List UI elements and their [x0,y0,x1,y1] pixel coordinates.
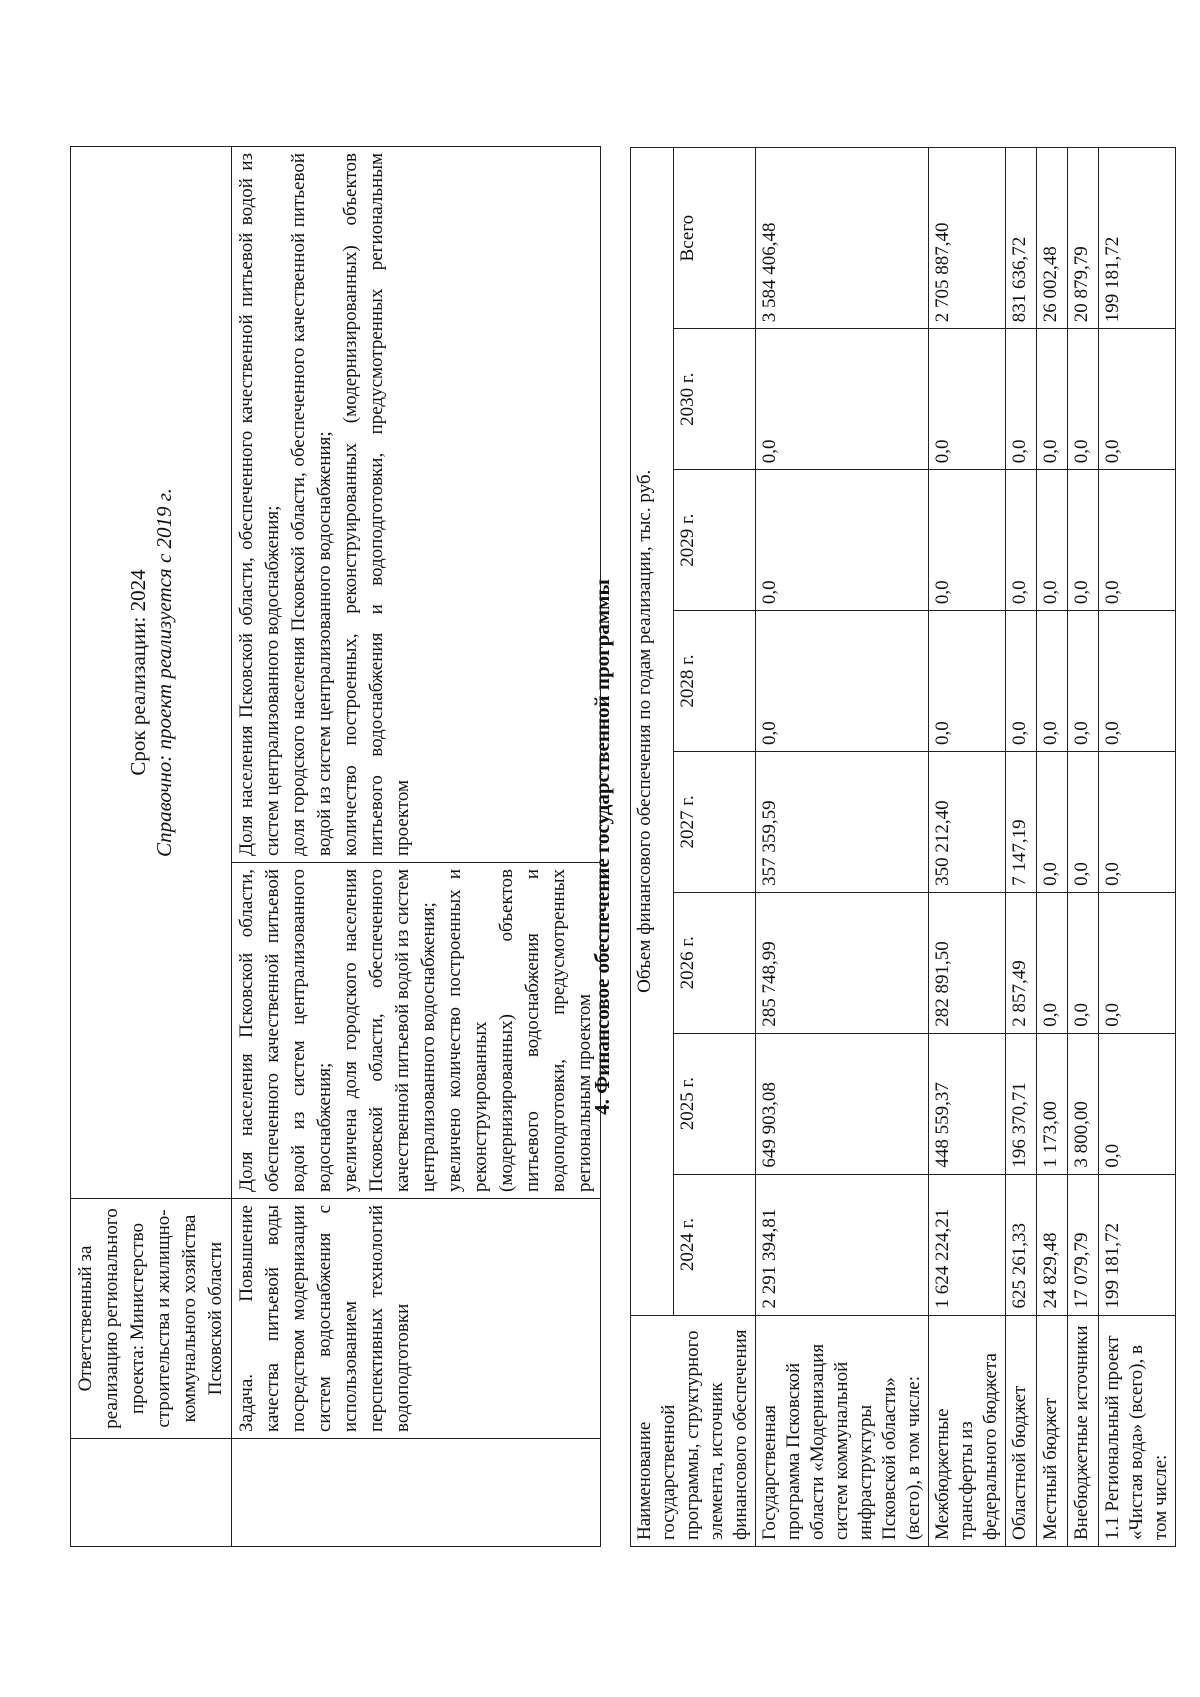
project-info-row-task [232,147,601,1547]
indicator-text: увеличено количество построенных и реконструированных (модернизированных) объектов питьевого водоснабжения и водоподготовки, предусмотренных региональным проектом [444,869,595,1192]
cell-value: 0,0 [756,470,929,611]
year-header-2029: 2029 г. [674,470,756,611]
cell-value: 0,0 [1099,751,1176,892]
cell-value: 0,0 [1037,892,1068,1033]
cell-value: 3 800,00 [1068,1033,1099,1174]
cell-value: 196 370,71 [1006,1033,1037,1174]
finance-table [630,147,1176,1547]
cell-value: 285 748,99 [756,892,929,1033]
task-text: Задача. Повышение качества питьевой воды посредством модернизации систем водоснабжения с использованием перспективных технологий водоподготовки [236,1205,413,1432]
cell-total: 831 636,72 [1006,148,1037,329]
cell-value: 357 359,59 [756,751,929,892]
cell-value: 282 891,50 [929,892,1006,1033]
total-header: Всего [674,148,756,329]
indicator-text: Доля населения Псковской области, обеспеченного качественной питьевой водой из систем централизованного водоснабжения; [236,153,283,856]
table-row [1006,148,1037,1547]
cell-value: 0,0 [929,470,1006,611]
cell-value: 448 559,37 [929,1033,1006,1174]
year-header-2024: 2024 г. [674,1174,756,1315]
table-row [1068,148,1099,1547]
cell-value: 199 181,72 [1099,1174,1176,1315]
cell-total: 3 584 406,48 [756,148,929,329]
row-name: Государственная программа Псковской области «Модернизация систем коммунальной инфраструктуры Псковской области» (всего), в том числе: [756,1315,929,1546]
cell-value: 7 147,19 [1006,751,1037,892]
cell-total: 26 002,48 [1037,148,1068,329]
cell-value: 0,0 [1099,611,1176,752]
table-row [756,148,929,1547]
cell-value: 17 079,79 [1068,1174,1099,1315]
year-header-2028: 2028 г. [674,611,756,752]
row-name: Областной бюджет [1006,1315,1037,1546]
empty-cell [232,1439,601,1547]
cell-value: 0,0 [1099,892,1176,1033]
cell-value: 350 212,40 [929,751,1006,892]
year-header-2026: 2026 г. [674,892,756,1033]
cell-value: 0,0 [1099,329,1176,470]
finance-header-row [631,148,674,1547]
cell-value: 0,0 [929,329,1006,470]
cell-value: 0,0 [1068,329,1099,470]
term-note: Справочно: проект реализуется с 2019 г. [152,488,176,857]
table-row [1099,148,1176,1547]
cell-value: 0,0 [1037,751,1068,892]
row-name: Местный бюджет [1037,1315,1068,1546]
cell-value: 0,0 [1068,751,1099,892]
indicator-text: доля городского населения Псковской области, обеспеченного качественной питьевой водой из систем централизованного водоснабжения; [288,153,335,856]
cell-value: 0,0 [1068,611,1099,752]
indicators-cell-1 [232,863,601,1199]
year-header-2027: 2027 г. [674,751,756,892]
cell-value: 0,0 [1037,470,1068,611]
term-text: Срок реализации: 2024 [126,569,150,776]
cell-value: 0,0 [929,611,1006,752]
cell-value: 0,0 [1037,611,1068,752]
name-header: Наименование государственной программы, структурного элемента, источник финансового обеспечения [631,1315,756,1546]
project-info-table [70,146,601,1547]
cell-value: 1 624 224,21 [929,1174,1006,1315]
cell-value: 2 291 394,81 [756,1174,929,1315]
row-name: Межбюджетные трансферты из федерального бюджета [929,1315,1006,1546]
cell-value: 1 173,00 [1037,1033,1068,1174]
cell-value: 0,0 [756,611,929,752]
responsible-text: Ответственный за реализацию регионального проекта: Министерство строительства и жилищно-коммунального хозяйства Псковской области [75,1208,226,1429]
cell-value: 24 829,48 [1037,1174,1068,1315]
cell-value: 0,0 [1006,470,1037,611]
year-header-2025: 2025 г. [674,1033,756,1174]
indicator-text: увеличена доля городского населения Псковской области, обеспеченного качественной питьевой водой из систем централизованного водоснабжения; [340,869,439,1192]
cell-total: 199 181,72 [1099,148,1176,329]
project-info-row-header [71,147,232,1547]
cell-total: 20 879,79 [1068,148,1099,329]
cell-value: 0,0 [1099,1033,1176,1174]
row-name: Внебюджетные источники [1068,1315,1099,1546]
table-row [1037,148,1068,1547]
indicators-cell-2 [232,147,601,863]
empty-cell [71,1439,232,1547]
indicator-text: количество построенных, реконструированных (модернизированных) объектов питьевого водоснабжения и водоподготовки, предусмотренных региональным проектом [340,153,413,856]
row-name: 1.1 Региональный проект «Чистая вода» (всего), в том числе: [1099,1315,1176,1546]
indicator-text: Доля населения Псковской области, обеспеченного качественной питьевой водой из систем централизованного водоснабжения; [236,869,335,1192]
cell-total: 2 705 887,40 [929,148,1006,329]
cell-value: 2 857,49 [1006,892,1037,1033]
term-cell [71,147,232,1199]
table-row [929,148,1006,1547]
task-cell [232,1199,601,1439]
cell-value: 0,0 [1037,329,1068,470]
cell-value: 0,0 [1006,611,1037,752]
cell-value: 625 261,33 [1006,1174,1037,1315]
cell-value: 0,0 [1006,329,1037,470]
cell-value: 0,0 [1068,892,1099,1033]
section-title: 4. Финансовое обеспечение государственной программы [590,579,614,1115]
cell-value: 0,0 [756,329,929,470]
cell-value: 0,0 [1099,470,1176,611]
group-header: Объем финансового обеспечения по годам реализации, тыс. руб. [631,148,674,1316]
responsible-cell [71,1199,232,1439]
year-header-2030: 2030 г. [674,329,756,470]
cell-value: 0,0 [1068,470,1099,611]
cell-value: 649 903,08 [756,1033,929,1174]
